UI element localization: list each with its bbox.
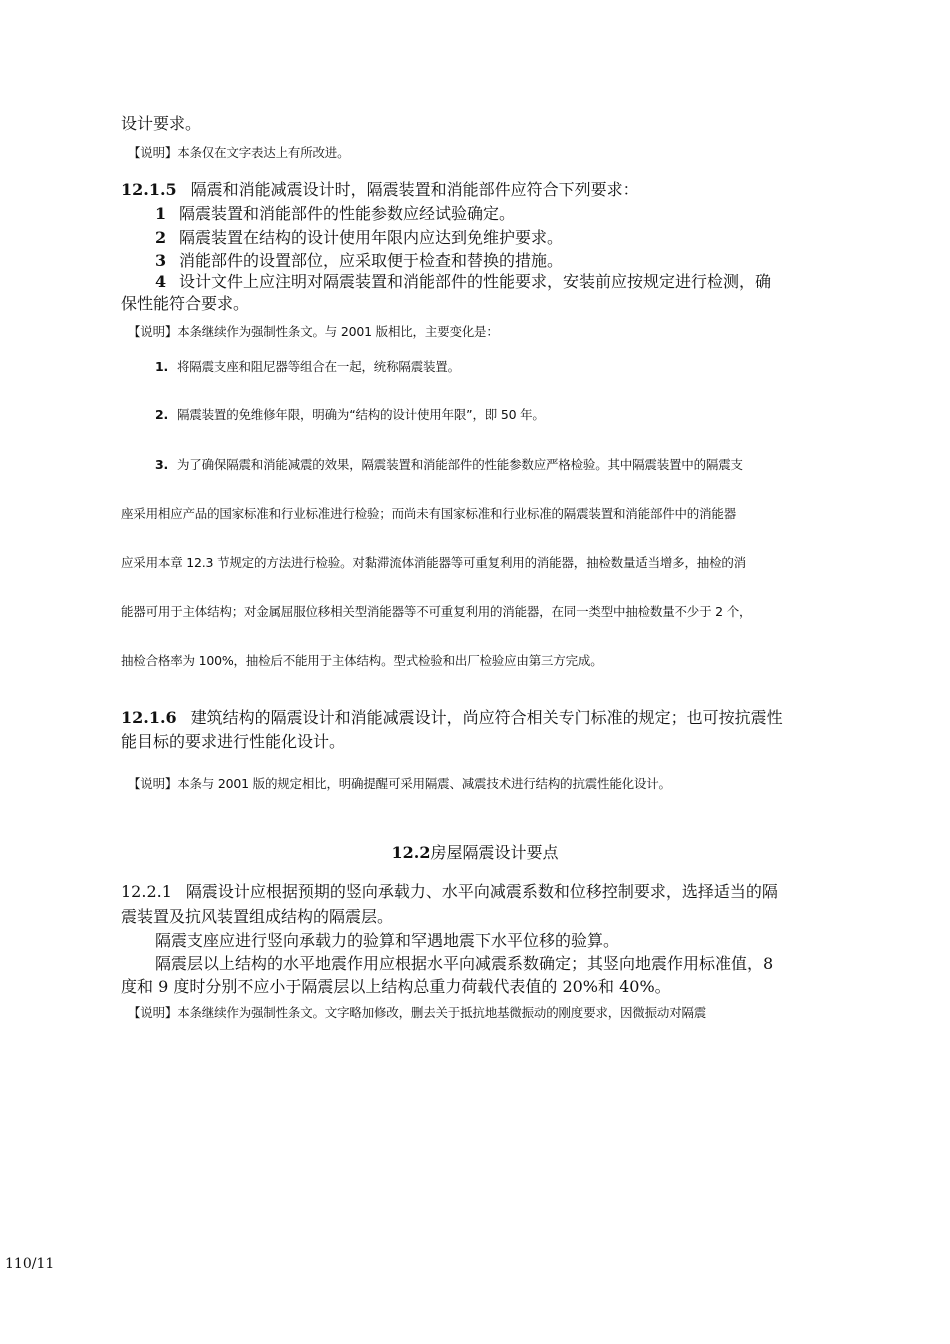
continued-text: 设计要求。	[121, 114, 202, 133]
item-text: 消能部件的设置部位，应采取便于检查和替换的措施。	[179, 251, 564, 270]
section-title: 房屋隔震设计要点	[430, 843, 559, 862]
note-item-text: 为了确保隔震和消能减震的效果，隔震装置和消能部件的性能参数应严格检验。其中隔震装置中的隔震支	[177, 457, 743, 472]
item-number: 3	[155, 251, 167, 270]
explanation-note: 【说明】本条继续作为强制性条文。与 2001 版相比，主要变化是：	[128, 324, 499, 339]
note-item	[155, 358, 460, 376]
clause-continuation: 度和 9 度时分别不应小于隔震层以上结构总重力荷载代表值的 20%和 40%。	[121, 977, 671, 996]
note-continuation: 抽检合格率为 100%，抽检后不能用于主体结构。型式检验和出厂检验应由第三方完成。	[121, 653, 603, 668]
clause-12-1-6	[121, 707, 783, 729]
clause-item	[155, 227, 563, 249]
explanation-note: 【说明】本条与 2001 版的规定相比，明确提醒可采用隔震、减震技术进行结构的抗震性能化设计。	[128, 776, 671, 791]
item-number: 4	[155, 272, 167, 291]
clause-continuation: 震装置及抗风装置组成结构的隔震层。	[121, 907, 394, 926]
item-text: 设计文件上应注明对隔震装置和消能部件的性能要求，安装前应按规定进行检测，确	[179, 272, 772, 291]
note-continuation: 应采用本章 12.3 节规定的方法进行检验。对黏滞流体消能器等可重复利用的消能器，抽检数量适当增多，抽检的消	[121, 555, 746, 570]
section-heading	[0, 842, 950, 864]
note-item-text: 隔震装置的免维修年限，明确为“结构的设计使用年限”，即 50 年。	[177, 407, 545, 422]
note-item-number: 2.	[155, 407, 169, 422]
item-text: 隔震装置和消能部件的性能参数应经试验确定。	[179, 204, 516, 223]
clause-item	[155, 203, 515, 225]
note-continuation: 座采用相应产品的国家标准和行业标准进行检验；而尚未有国家标准和行业标准的隔震装置和消能部件中的消能器	[121, 506, 737, 521]
note-item-number: 3.	[155, 457, 169, 472]
clause-number: 12.1.5	[121, 180, 177, 199]
page-number: 110/11	[5, 1256, 55, 1272]
note-item-number: 1.	[155, 359, 169, 374]
note-continuation: 能器可用于主体结构；对金属屈服位移相关型消能器等不可重复利用的消能器，在同一类型中抽检数量不少于 2 个，	[121, 604, 752, 619]
clause-text: 隔震设计应根据预期的竖向承载力、水平向减震系数和位移控制要求，选择适当的隔	[185, 882, 778, 901]
item-text: 隔震装置在结构的设计使用年限内应达到免维护要求。	[179, 228, 564, 247]
clause-item	[155, 271, 771, 293]
explanation-note: 【说明】本条继续作为强制性条文。文字略加修改，删去关于抵抗地基微振动的刚度要求，因微振动对隔震	[128, 1005, 707, 1020]
item-continuation: 保性能符合要求。	[121, 294, 250, 313]
note-item-text: 将隔震支座和阻尼器等组合在一起，统称隔震装置。	[177, 359, 460, 374]
note-item	[155, 456, 743, 474]
explanation-note: 【说明】本条仅在文字表达上有所改进。	[128, 145, 350, 160]
note-item	[155, 406, 545, 424]
clause-text: 隔震和消能减震设计时，隔震装置和消能部件应符合下列要求：	[190, 180, 639, 199]
item-number: 1	[155, 204, 167, 223]
clause-12-1-5	[121, 179, 639, 201]
clause-text: 建筑结构的隔震设计和消能减震设计，尚应符合相关专门标准的规定；也可按抗震性	[190, 708, 783, 727]
clause-paragraph: 隔震支座应进行竖向承载力的验算和罕遇地震下水平位移的验算。	[155, 931, 620, 950]
clause-paragraph: 隔震层以上结构的水平地震作用应根据水平向减震系数确定；其竖向地震作用标准值，8	[155, 954, 774, 973]
clause-continuation: 能目标的要求进行性能化设计。	[121, 732, 346, 751]
item-number: 2	[155, 228, 167, 247]
clause-number: 12.1.6	[121, 708, 177, 727]
section-number: 12.2	[391, 843, 431, 862]
clause-number: 12.2.1	[121, 882, 172, 901]
clause-12-2-1	[121, 881, 778, 903]
clause-item	[155, 250, 563, 272]
